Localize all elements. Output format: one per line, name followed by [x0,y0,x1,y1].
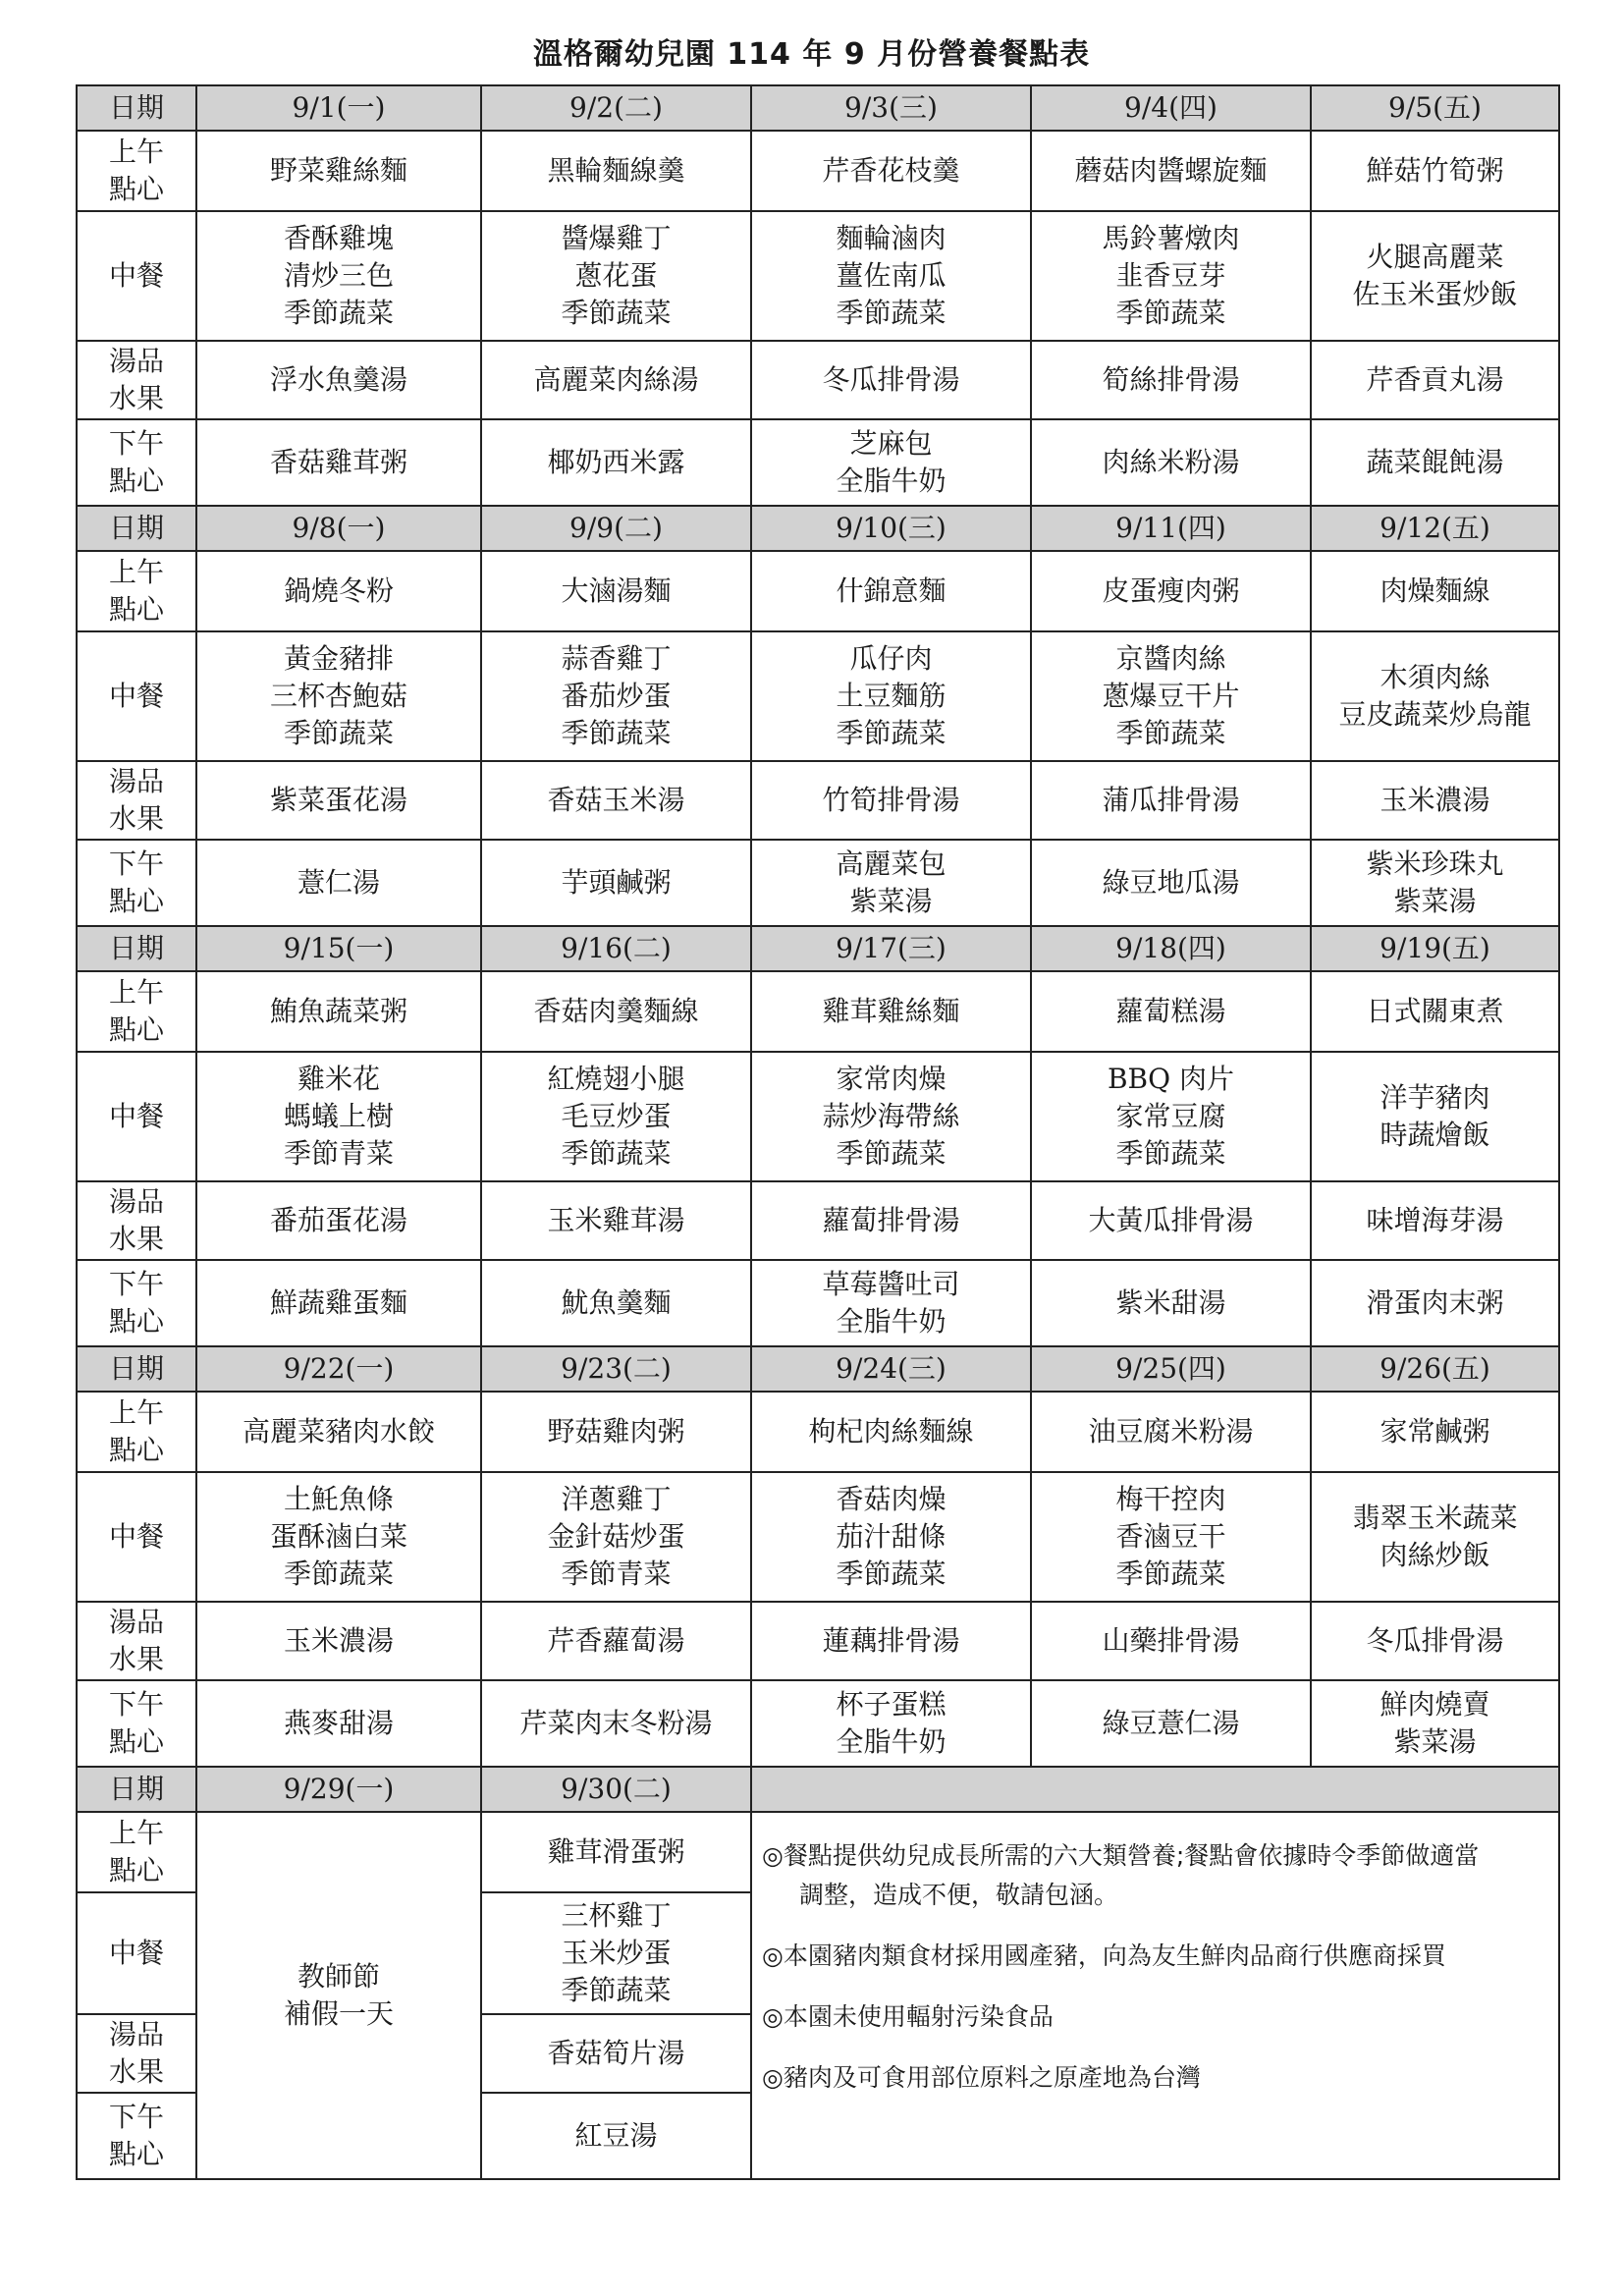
meal-cell: 香菇玉米湯 [481,761,751,840]
meal-cell [1311,840,1559,926]
meal-cell: 大滷湯麵 [481,551,751,631]
menu-item-line: 季節蔬菜 [283,1558,394,1590]
meal-cell: 味增海芽湯 [1311,1181,1559,1260]
menu-table [76,84,1560,2180]
date-row [77,85,1559,131]
meal-cell: 竹筍排骨湯 [751,761,1031,840]
meal-cell: 家常鹹粥 [1311,1392,1559,1472]
menu-item-line: 紫菜湯 [849,885,933,917]
menu-item-line: BBQ 肉片 [1107,1063,1234,1095]
meal-cell: 浮水魚羹湯 [196,341,481,419]
meal-cell [196,1680,481,1767]
row-label-lunch: 中餐 [77,1472,196,1602]
menu-item-line: 火腿高麗菜 [1366,241,1504,273]
menu-item-line: 醬爆雞丁 [561,222,672,254]
meal-cell [1031,631,1311,761]
menu-item-line: 雞米花 [297,1063,380,1095]
date-cell: 9/18(四) [1031,926,1311,971]
row-label-date: 日期 [77,1346,196,1392]
meal-row-soup-fruit [77,1602,1559,1680]
meal-row-lunch [77,1472,1559,1602]
row-label-soup-fruit: 湯品 水果 [77,761,196,840]
row-label-pm-snack: 下午 點心 [77,1680,196,1767]
note-line: 調整，造成不便，敬請包涵。 [799,1881,1119,1909]
menu-item-line: 季節青菜 [283,1137,394,1170]
menu-item-line: 季節蔬菜 [1115,717,1226,749]
holiday-cell [196,1812,481,2179]
meal-cell [1311,419,1559,506]
menu-item-line: 蔬菜餛飩湯 [1366,446,1504,478]
menu-item-line: 芹菜肉末冬粉湯 [519,1707,713,1739]
date-cell: 9/25(四) [1031,1346,1311,1392]
meal-cell [751,631,1031,761]
row-label-am-snack: 上午 點心 [77,1812,196,1892]
menu-item-line: 蔥爆豆干片 [1102,680,1240,712]
menu-item-line: 燕麥甜湯 [283,1707,394,1739]
meal-cell [481,631,751,761]
meal-cell [1031,1260,1311,1346]
row-label-lunch: 中餐 [77,211,196,341]
meal-cell: 香菇肉羹麵線 [481,971,751,1052]
meal-cell [1311,1472,1559,1602]
meal-cell [196,1472,481,1602]
meal-cell: 皮蛋瘦肉粥 [1031,551,1311,631]
row-label-soup-fruit: 湯品 水果 [77,341,196,419]
date-cell: 9/26(五) [1311,1346,1559,1392]
menu-item-line: 薑佐南瓜 [836,259,947,292]
note-line: ◎本園豬肉類食材採用國產豬，向為友生鮮肉品商行供應商採買 [762,1941,1446,1970]
menu-item-line: 木須肉絲 [1380,661,1490,693]
meal-cell [196,840,481,926]
menu-item-line: 鮮蔬雞蛋麵 [269,1286,407,1319]
meal-row-am-snack [77,971,1559,1052]
meal-cell [1311,1052,1559,1181]
meal-cell [1031,211,1311,341]
row-label-pm-snack: 下午 點心 [77,1260,196,1346]
date-cell: 9/15(一) [196,926,481,971]
menu-item-line: 時蔬燴飯 [1380,1119,1490,1151]
note-line: ◎豬肉及可食用部位原料之原產地為台灣 [762,2063,1201,2092]
row-label-date: 日期 [77,506,196,551]
row-label-am-snack: 上午 點心 [77,551,196,631]
menu-item-line: 紫菜湯 [1393,1725,1477,1758]
menu-item-line: 季節蔬菜 [836,297,947,329]
row-label-am-snack: 上午 點心 [77,1392,196,1472]
menu-item-line: 三杯杏鮑菇 [269,680,407,712]
menu-item-line: 季節蔬菜 [836,1137,947,1170]
menu-item-line: 芝麻包 [849,427,933,460]
meal-cell: 番茄蛋花湯 [196,1181,481,1260]
meal-row-pm-snack [77,840,1559,926]
meal-cell: 芹香貢丸湯 [1311,341,1559,419]
row-label-am-snack: 上午 點心 [77,131,196,211]
page-title: 溫格爾幼兒園 114 年 9 月份營養餐點表 [532,37,1091,72]
date-row [77,506,1559,551]
date-cell: 9/12(五) [1311,506,1559,551]
meal-row-am-snack [77,1812,1559,1892]
menu-item-line: 清炒三色 [283,259,394,292]
date-cell: 9/17(三) [751,926,1031,971]
menu-item-line: 佐玉米蛋炒飯 [1352,278,1518,310]
meal-cell: 芹香蘿蔔湯 [481,1602,751,1680]
meal-cell [196,1260,481,1346]
menu-item-line: 綠豆地瓜湯 [1102,866,1240,899]
meal-row-soup-fruit [77,1181,1559,1260]
row-label-lunch: 中餐 [77,1892,196,2014]
meal-cell: 蘿蔔糕湯 [1031,971,1311,1052]
menu-item-line: 黃金豬排 [283,642,394,675]
meal-row-pm-snack [77,419,1559,506]
menu-item-line: 土魠魚條 [283,1483,394,1515]
row-label-soup-fruit: 湯品 水果 [77,2014,196,2093]
menu-item-line: 麵輪滷肉 [836,222,947,254]
row-label-date: 日期 [77,85,196,131]
meal-cell [481,1260,751,1346]
menu-item-line: 蔥花蛋 [574,259,658,292]
menu-item-line: 季節蔬菜 [561,717,672,749]
meal-row-soup-fruit [77,341,1559,419]
meal-cell [751,1472,1031,1602]
meal-cell: 紅豆湯 [481,2093,751,2179]
menu-item-line: 滑蛋肉末粥 [1366,1286,1504,1319]
menu-item-line: 玉米炒蛋 [561,1937,672,1969]
meal-row-lunch [77,1052,1559,1181]
menu-item-line: 毛豆炒蛋 [561,1100,672,1132]
meal-cell: 冬瓜排骨湯 [751,341,1031,419]
meal-cell: 雞茸雞絲麵 [751,971,1031,1052]
meal-cell [1311,631,1559,761]
menu-item-line: 全脂牛奶 [836,465,947,497]
meal-cell: 筍絲排骨湯 [1031,341,1311,419]
meal-cell: 雞茸滑蛋粥 [481,1812,751,1892]
meal-cell [481,1052,751,1181]
meal-cell [1311,1260,1559,1346]
row-label-lunch: 中餐 [77,631,196,761]
date-cell: 9/30(二) [481,1767,751,1812]
meal-row-pm-snack [77,1260,1559,1346]
menu-item-line: 季節蔬菜 [561,297,672,329]
meal-cell [196,631,481,761]
menu-item-line: 魷魚羹麵 [561,1286,672,1319]
menu-item-line: 季節蔬菜 [561,1974,672,2006]
meal-cell [1031,1680,1311,1767]
meal-cell [481,211,751,341]
menu-item-line: 椰奶西米露 [547,446,685,478]
date-cell-empty [751,1767,1559,1812]
menu-item-line: 蛋酥滷白菜 [269,1520,407,1553]
meal-cell [196,419,481,506]
menu-item-line: 韭香豆芽 [1115,259,1226,292]
meal-cell: 鮮菇竹筍粥 [1311,131,1559,211]
meal-cell: 芹香花枝羹 [751,131,1031,211]
menu-item-line: 京醬肉絲 [1115,642,1226,675]
meal-cell: 蘑菇肉醬螺旋麵 [1031,131,1311,211]
menu-item-line: 綠豆薏仁湯 [1102,1707,1240,1739]
menu-item-line: 季節青菜 [561,1558,672,1590]
date-cell: 9/1(一) [196,85,481,131]
row-label-soup-fruit: 湯品 水果 [77,1181,196,1260]
meal-cell: 紫菜蛋花湯 [196,761,481,840]
menu-item-line: 香滷豆干 [1115,1520,1226,1553]
menu-item-line: 全脂牛奶 [836,1305,947,1338]
date-row [77,926,1559,971]
meal-cell [481,1472,751,1602]
date-cell: 9/10(三) [751,506,1031,551]
menu-item-line: 高麗菜包 [836,847,947,880]
meal-cell: 肉燥麵線 [1311,551,1559,631]
row-label-date: 日期 [77,1767,196,1812]
date-cell: 9/4(四) [1031,85,1311,131]
date-row [77,1346,1559,1392]
meal-cell [751,1052,1031,1181]
meal-cell: 大黃瓜排骨湯 [1031,1181,1311,1260]
menu-item-line: 薏仁湯 [297,866,380,899]
note-line: ◎餐點提供幼兒成長所需的六大類營養;餐點會依據時令季節做適當 [762,1841,1480,1870]
meal-cell [751,1680,1031,1767]
menu-item-line: 番茄炒蛋 [561,680,672,712]
menu-item-line: 季節蔬菜 [283,297,394,329]
menu-item-line: 季節蔬菜 [836,717,947,749]
menu-item-line: 香酥雞塊 [283,222,394,254]
menu-item-line: 季節蔬菜 [836,1558,947,1590]
date-cell: 9/23(二) [481,1346,751,1392]
menu-item-line: 全脂牛奶 [836,1725,947,1758]
meal-cell [1311,1680,1559,1767]
date-cell: 9/24(三) [751,1346,1031,1392]
menu-item-line: 季節蔬菜 [283,717,394,749]
meal-row-soup-fruit [77,761,1559,840]
menu-item-line: 馬鈴薯燉肉 [1102,222,1240,254]
notes-cell [751,1812,1559,2179]
meal-cell [481,840,751,926]
row-label-pm-snack: 下午 點心 [77,2093,196,2179]
note-line: ◎本園未使用輻射污染食品 [762,2002,1054,2031]
date-cell: 9/29(一) [196,1767,481,1812]
row-label-am-snack: 上午 點心 [77,971,196,1052]
row-label-date: 日期 [77,926,196,971]
meal-cell [751,419,1031,506]
meal-cell [1311,211,1559,341]
meal-cell [196,211,481,341]
menu-item-line: 洋蔥雞丁 [561,1483,672,1515]
meal-cell: 鮪魚蔬菜粥 [196,971,481,1052]
meal-row-pm-snack [77,1680,1559,1767]
menu-item-line: 家常肉燥 [836,1063,947,1095]
menu-item-line: 鮮肉燒賣 [1380,1688,1490,1721]
meal-cell: 枸杞肉絲麵線 [751,1392,1031,1472]
menu-item-line: 家常豆腐 [1115,1100,1226,1132]
meal-cell: 黑輪麵線羹 [481,131,751,211]
date-cell: 9/11(四) [1031,506,1311,551]
meal-cell: 玉米雞茸湯 [481,1181,751,1260]
menu-item-line: 三杯雞丁 [561,1899,672,1932]
meal-row-lunch [77,631,1559,761]
meal-cell [751,840,1031,926]
menu-item-line: 肉絲炒飯 [1380,1539,1490,1571]
meal-cell: 什錦意麵 [751,551,1031,631]
meal-cell: 鍋燒冬粉 [196,551,481,631]
meal-cell: 高麗菜肉絲湯 [481,341,751,419]
date-row [77,1767,1559,1812]
meal-cell: 高麗菜豬肉水餃 [196,1392,481,1472]
menu-item-line: 補假一天 [283,1997,394,2030]
meal-row-am-snack [77,1392,1559,1472]
menu-item-line: 蒜香雞丁 [561,642,672,675]
meal-cell [481,419,751,506]
menu-item-line: 紅燒翅小腿 [547,1063,685,1095]
menu-item-line: 香菇肉燥 [836,1483,947,1515]
row-label-pm-snack: 下午 點心 [77,840,196,926]
menu-item-line: 洋芋豬肉 [1380,1081,1490,1114]
meal-cell [1031,1052,1311,1181]
row-label-soup-fruit: 湯品 水果 [77,1602,196,1680]
date-cell: 9/2(二) [481,85,751,131]
menu-item-line: 金針菇炒蛋 [547,1520,685,1553]
date-cell: 9/9(二) [481,506,751,551]
meal-cell [1031,840,1311,926]
row-label-lunch: 中餐 [77,1052,196,1181]
meal-row-lunch [77,211,1559,341]
menu-item-line: 土豆麵筋 [836,680,947,712]
meal-cell: 野菜雞絲麵 [196,131,481,211]
meal-row-am-snack [77,551,1559,631]
menu-item-line: 季節蔬菜 [1115,1558,1226,1590]
meal-cell [751,211,1031,341]
meal-cell [481,1680,751,1767]
date-cell: 9/5(五) [1311,85,1559,131]
meal-cell [751,1260,1031,1346]
row-label-pm-snack: 下午 點心 [77,419,196,506]
menu-item-line: 季節蔬菜 [1115,297,1226,329]
menu-item-line: 教師節 [297,1960,380,1993]
meal-cell: 玉米濃湯 [1311,761,1559,840]
date-cell: 9/16(二) [481,926,751,971]
meal-cell [1031,419,1311,506]
menu-item-line: 紫米珍珠丸 [1366,847,1504,880]
date-cell: 9/3(三) [751,85,1031,131]
meal-cell [196,1052,481,1181]
meal-row-am-snack [77,131,1559,211]
menu-item-line: 翡翠玉米蔬菜 [1352,1502,1518,1534]
menu-item-line: 紫米甜湯 [1115,1286,1226,1319]
menu-item-line: 芋頭鹹粥 [561,866,672,899]
date-cell: 9/22(一) [196,1346,481,1392]
meal-cell [481,1892,751,2014]
menu-item-line: 肉絲米粉湯 [1102,446,1240,478]
menu-item-line: 草莓醬吐司 [822,1268,960,1300]
menu-item-line: 瓜仔肉 [849,642,933,675]
menu-item-line: 蒜炒海帶絲 [822,1100,960,1132]
meal-cell: 日式關東煮 [1311,971,1559,1052]
menu-item-line: 螞蟻上樹 [283,1100,394,1132]
meal-cell: 蒲瓜排骨湯 [1031,761,1311,840]
menu-item-line: 杯子蛋糕 [836,1688,947,1721]
menu-item-line: 豆皮蔬菜炒烏龍 [1338,698,1532,731]
menu-item-line: 梅干控肉 [1115,1483,1226,1515]
meal-cell: 山藥排骨湯 [1031,1602,1311,1680]
meal-cell: 野菇雞肉粥 [481,1392,751,1472]
menu-item-line: 季節蔬菜 [1115,1137,1226,1170]
meal-cell: 油豆腐米粉湯 [1031,1392,1311,1472]
menu-item-line: 茄汁甜條 [836,1520,947,1553]
date-cell: 9/8(一) [196,506,481,551]
meal-cell: 冬瓜排骨湯 [1311,1602,1559,1680]
meal-cell: 玉米濃湯 [196,1602,481,1680]
menu-item-line: 香菇雞茸粥 [269,446,407,478]
meal-cell: 蓮藕排骨湯 [751,1602,1031,1680]
meal-cell: 香菇筍片湯 [481,2014,751,2093]
menu-item-line: 季節蔬菜 [561,1137,672,1170]
menu-item-line: 紫菜湯 [1393,885,1477,917]
meal-cell: 蘿蔔排骨湯 [751,1181,1031,1260]
date-cell: 9/19(五) [1311,926,1559,971]
meal-cell [1031,1472,1311,1602]
